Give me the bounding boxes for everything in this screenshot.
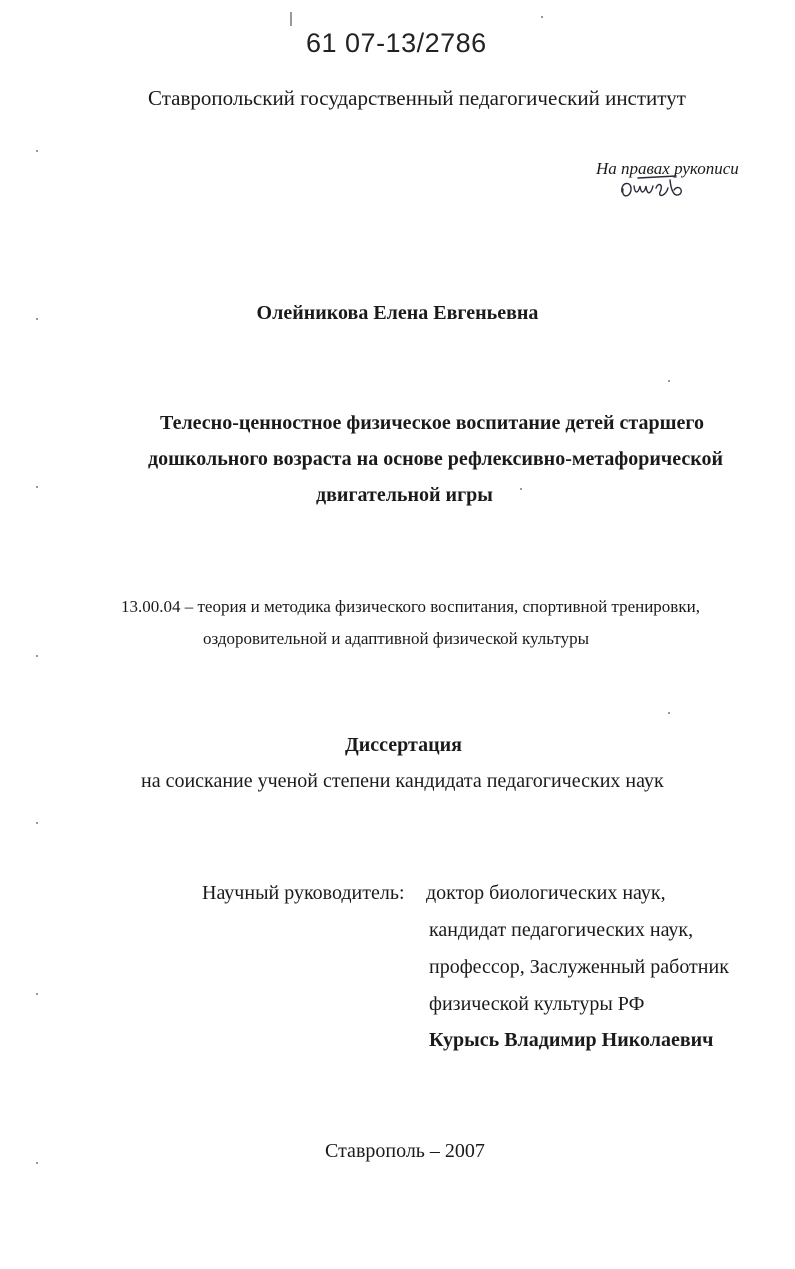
- scan-speck: [36, 318, 38, 320]
- scan-speck: [541, 16, 543, 18]
- scan-speck: [520, 488, 522, 490]
- scan-speck: [36, 993, 38, 995]
- institute-name: Ставропольский государственный педагогический институт: [148, 86, 686, 110]
- specialty-line-1: 13.00.04 – теория и методика физического воспитания, спортивной тренировки,: [121, 597, 700, 616]
- supervisor-credential-3: профессор, Заслуженный работник: [429, 956, 729, 978]
- specialty-line-2: оздоровительной и адаптивной физической культуры: [203, 629, 590, 648]
- thesis-title-line-1: Телесно-ценностное физическое воспитание детей старшего: [160, 412, 704, 434]
- rights-notice: На правах рукописи: [596, 159, 739, 178]
- city-year: Ставрополь – 2007: [325, 1140, 485, 1162]
- catalog-number: 61 07-13/2786: [306, 28, 487, 58]
- scan-speck: [36, 486, 38, 488]
- scan-speck: [36, 655, 38, 657]
- scan-speck: [668, 712, 670, 714]
- thesis-title-line-2: дошкольного возраста на основе рефлексивно-метафорической: [148, 448, 723, 470]
- dissertation-label: Диссертация: [345, 734, 462, 756]
- scan-speck: [36, 150, 38, 152]
- supervisor-label: Научный руководитель:: [202, 882, 405, 904]
- supervisor-name: Курысь Владимир Николаевич: [429, 1029, 714, 1051]
- scan-speck: [36, 1162, 38, 1164]
- scan-speck: [668, 380, 670, 382]
- supervisor-credential-2: кандидат педагогических наук,: [429, 919, 694, 941]
- scan-speck: [36, 822, 38, 824]
- scan-speck: [290, 12, 292, 26]
- degree-statement: на соискание ученой степени кандидата педагогических наук: [141, 770, 664, 792]
- author-name: Олейникова Елена Евгеньевна: [256, 302, 539, 324]
- supervisor-credential-1: доктор биологических наук,: [426, 882, 666, 904]
- thesis-title-line-3: двигательной игры: [316, 484, 493, 506]
- handwritten-signature: [618, 174, 688, 204]
- supervisor-credential-4: физической культуры РФ: [429, 993, 645, 1015]
